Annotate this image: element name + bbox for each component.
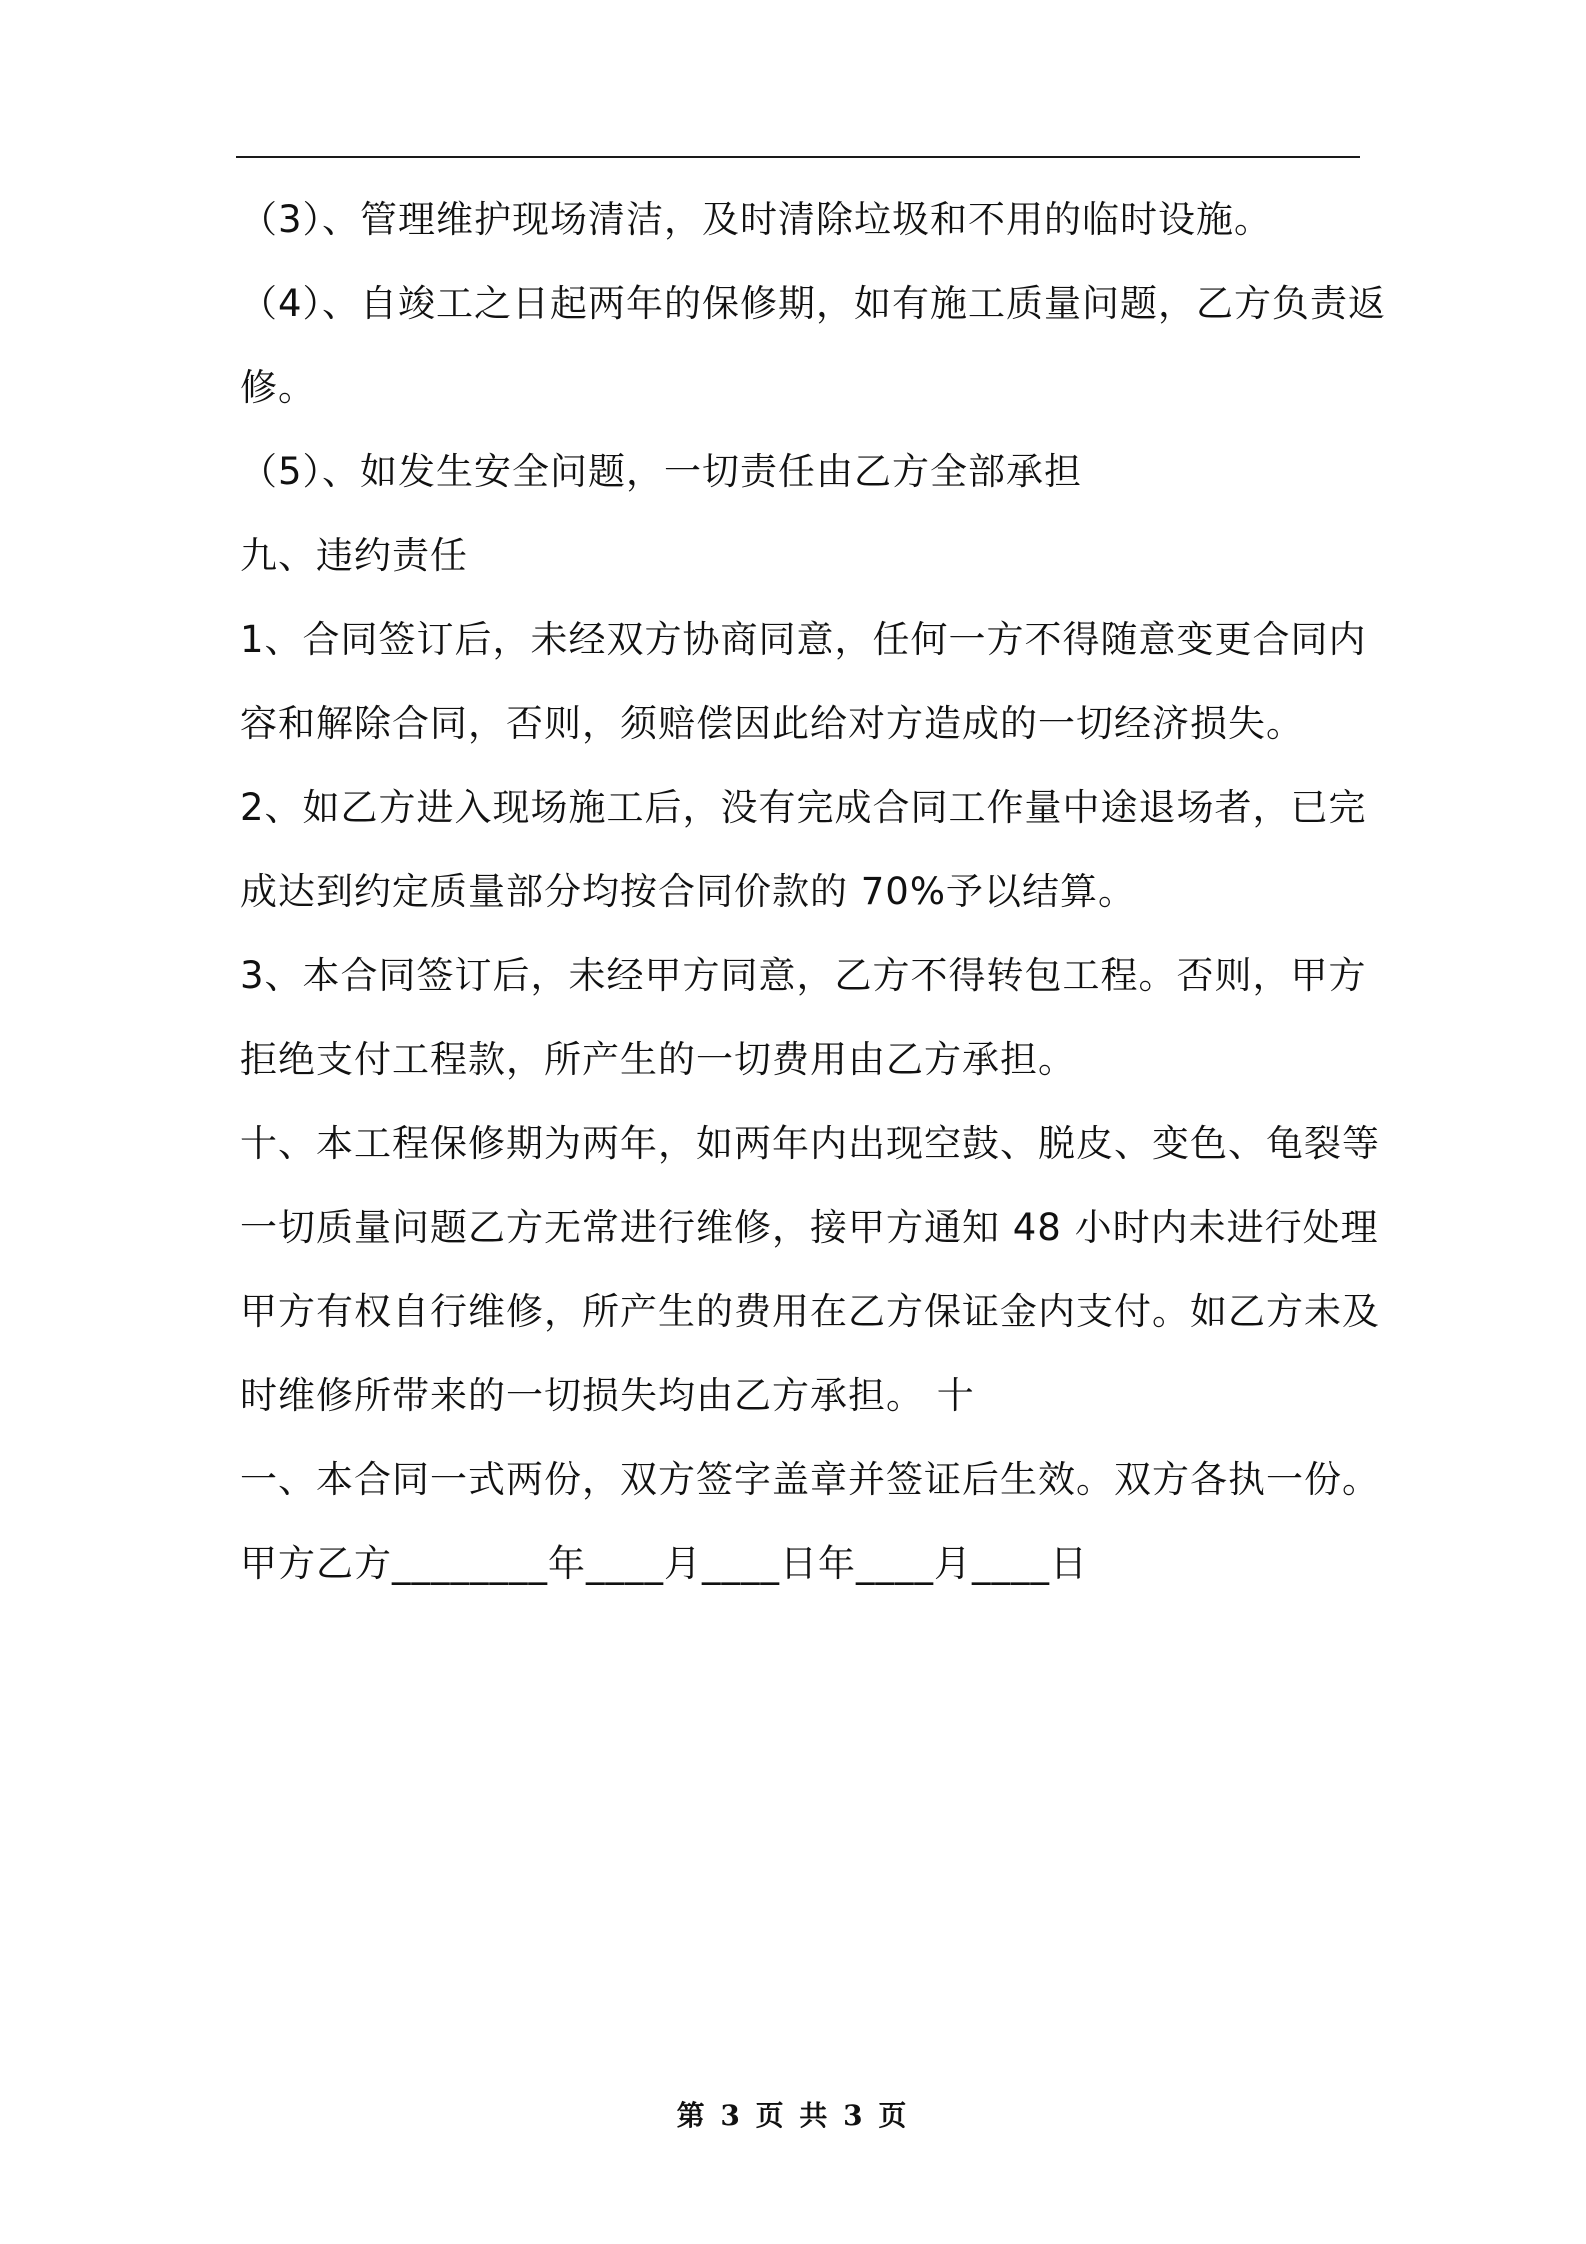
clause-9-1-line-1: 1、合同签订后，未经双方协商同意，任何一方不得随意变更合同内 — [240, 618, 1367, 661]
page-number-footer: 第 3 页 共 3 页 — [676, 2099, 910, 2132]
clause-8-4-line-1: （4）、自竣工之日起两年的保修期，如有施工质量问题，乙方负责返 — [240, 282, 1387, 325]
header-rule — [236, 156, 1360, 158]
section-11: 一、本合同一式两份，双方签字盖章并签证后生效。双方各执一份。 — [240, 1458, 1380, 1501]
section-10-line-1: 十、本工程保修期为两年，如两年内出现空鼓、脱皮、变色、龟裂等 — [240, 1122, 1380, 1165]
signature-line: 甲方乙方________年____月____日年____月____日 — [240, 1542, 1088, 1585]
clause-8-4-line-2: 修。 — [240, 366, 316, 409]
clause-9-1-line-2: 容和解除合同，否则，须赔偿因此给对方造成的一切经济损失。 — [240, 702, 1304, 745]
clause-9-3-line-1: 3、本合同签订后，未经甲方同意，乙方不得转包工程。否则，甲方 — [240, 954, 1367, 997]
clause-9-2-line-1: 2、如乙方进入现场施工后，没有完成合同工作量中途退场者，已完 — [240, 786, 1367, 829]
clause-8-3: （3）、管理维护现场清洁，及时清除垃圾和不用的临时设施。 — [240, 198, 1273, 241]
section-10-line-3: 甲方有权自行维修，所产生的费用在乙方保证金内支付。如乙方未及 — [240, 1290, 1380, 1333]
clause-9-3-line-2: 拒绝支付工程款，所产生的一切费用由乙方承担。 — [240, 1038, 1076, 1081]
section-9-heading: 九、违约责任 — [240, 534, 468, 577]
section-10-line-2: 一切质量问题乙方无常进行维修，接甲方通知 48 小时内未进行处理 — [240, 1206, 1379, 1249]
clause-9-2-line-2: 成达到约定质量部分均按合同价款的 70%予以结算。 — [240, 870, 1136, 913]
clause-8-5: （5）、如发生安全问题，一切责任由乙方全部承担 — [240, 450, 1083, 493]
section-10-line-4: 时维修所带来的一切损失均由乙方承担。 十 — [240, 1374, 975, 1417]
